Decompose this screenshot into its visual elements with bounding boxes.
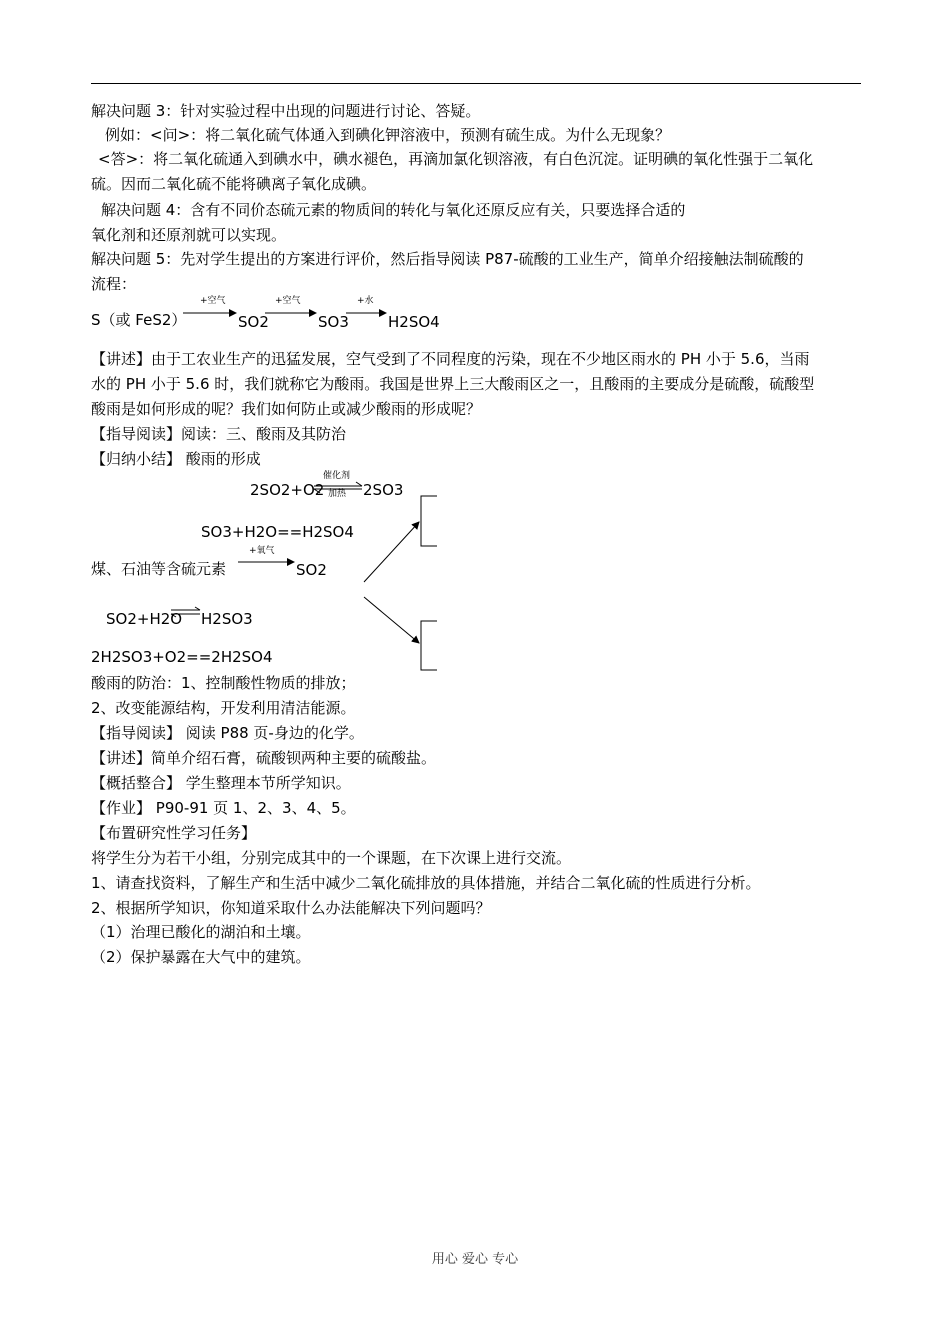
text-line: 【指导阅读】阅读：三、酸雨及其防治: [91, 425, 347, 443]
sulfur-source: 煤、石油等含硫元素: [91, 560, 227, 578]
eq3-right: H2SO3: [201, 610, 253, 628]
flow-start: S（或 FeS2）: [91, 311, 187, 329]
text-line: 【讲述】由于工农业生产的迅猛发展，空气受到了不同程度的污染，现在不少地区雨水的 PH 小于 5.6，当雨: [91, 350, 810, 368]
text-line: 将学生分为若干小组，分别完成其中的一个课题，在下次课上进行交流。: [91, 849, 572, 867]
flow-so2: SO2: [238, 313, 269, 331]
flow-arrow-label: +空气: [200, 296, 226, 306]
text-line: 【作业】 P90-91 页 1、2、3、4、5。: [91, 799, 356, 817]
text-line: 【概括整合】 学生整理本节所学知识。: [91, 774, 351, 792]
text-line: 硫。因而二氧化硫不能将碘离子氧化成碘。: [91, 175, 377, 193]
text-line: 【讲述】简单介绍石膏，硫酸钡两种主要的硫酸盐。: [91, 749, 437, 767]
header-rule: [91, 83, 861, 84]
eq1-condition-top: 催化剂: [323, 471, 351, 481]
bracket: [421, 621, 437, 670]
text-line: <答>：将二氧化硫通入到碘水中，碘水褪色，再滴加氯化钡溶液，有白色沉淀。证明碘的氧化性强于二氧化: [98, 150, 814, 168]
text-line: 水的 PH 小于 5.6 时，我们就称它为酸雨。我国是世界上三大酸雨区之一，且酸雨的主要成分是硫酸，硫酸型: [91, 375, 815, 393]
page-footer: 用心 爱心 专心: [431, 1252, 519, 1267]
source-arrow-label: +氧气: [249, 546, 275, 556]
diagonal-arrow: [364, 522, 419, 582]
text-line: 解决问题 3：针对实验过程中出现的问题进行讨论、答疑。: [91, 102, 481, 120]
eq1-left: 2SO2+O2: [250, 481, 325, 499]
flow-h2so4: H2SO4: [388, 313, 440, 331]
text-line: 【归纳小结】 酸雨的形成: [91, 450, 261, 468]
text-line: 2、改变能源结构，开发利用清洁能源。: [91, 699, 356, 717]
flow-arrow-label: +水: [357, 296, 374, 306]
text-line: 酸雨的防治：1、控制酸性物质的排放；: [91, 674, 356, 692]
flow-arrow-label: +空气: [275, 296, 301, 306]
text-line: 解决问题 4：含有不同价态硫元素的物质间的转化与氧化还原反应有关，只要选择合适的: [101, 201, 686, 219]
text-line: 解决问题 5：先对学生提出的方案进行评价，然后指导阅读 P87-硫酸的工业生产，简单介绍接触法制硫酸的: [91, 250, 804, 268]
text-line: 2、根据所学知识，你知道采取什么办法能解决下列问题吗？: [91, 899, 491, 917]
eq4: 2H2SO3+O2==2H2SO4: [91, 648, 273, 666]
eq1-right: 2SO3: [363, 481, 404, 499]
text-line: 例如：<问>：将二氧化硫气体通入到碘化钾溶液中，预测有硫生成。为什么无现象？: [105, 126, 671, 144]
text-line: （2）保护暴露在大气中的建筑。: [91, 948, 311, 966]
bracket: [421, 496, 437, 546]
flow-so3: SO3: [318, 313, 349, 331]
eq1-condition-bottom: 加热: [328, 489, 347, 499]
source-so2: SO2: [296, 561, 327, 579]
eq3-left: SO2+H2O: [106, 610, 183, 628]
text-line: 流程：: [91, 275, 137, 293]
text-line: 【布置研究性学习任务】: [91, 824, 257, 842]
diagonal-arrow: [364, 597, 419, 643]
text-line: 氧化剂和还原剂就可以实现。: [91, 226, 287, 244]
text-line: （1）治理已酸化的湖泊和土壤。: [91, 923, 311, 941]
text-line: 1、请查找资料，了解生产和生活中减少二氧化硫排放的具体措施，并结合二氧化硫的性质进行分析。: [91, 874, 761, 892]
text-line: 【指导阅读】 阅读 P88 页-身边的化学。: [91, 724, 364, 742]
text-line: 酸雨是如何形成的呢？我们如何防止或减少酸雨的形成呢？: [91, 400, 482, 418]
eq2: SO3+H2O==H2SO4: [201, 523, 354, 541]
